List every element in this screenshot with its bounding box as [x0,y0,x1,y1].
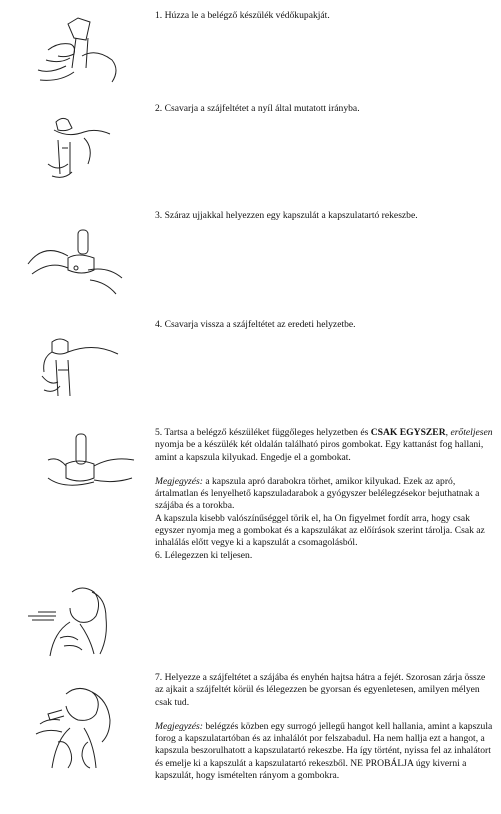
step6-illustration [18,580,138,660]
step3-text: 3. Száraz ujjakkal helyezzen egy kapszulát a kapszulatartó rekeszbe. [155,210,418,221]
step1-illustration [18,10,138,90]
step6-text: 6. Lélegezzen ki teljesen. [155,549,253,561]
step7-text: 7. Helyezze a szájfeltétet a szájába és enyhén hajtsa hátra a fejét. Szorosan zárja össze az ajkait a szájfeltét körül és lélegezzen be gyorsan és egyenletesen, amilyen mélyen csak tud. [155,672,486,708]
step2-illustration [18,104,138,184]
note1-text-2: A kapszula kisebb valószínűséggel törik el, ha On figyelmet fordít arra, hogy csak egyszer nyomja meg a gombokat és a kapszulákat az előírások szerint tárolja. Csak az inhalálás előtt vegye ki a kapszulát a csomagolásból. [155,512,485,549]
step4-illustration [18,320,138,404]
note1-text: Megjegyzés: a kapszula apró darabokra törhet, amikor kilyukad. Ezek az apró, ártalmatlan és lenyelhető kapszuladarabok a gyógyszer belélegzésekor bejuthatnak a szájába és a torokba. [155,475,480,512]
step5-text: 5. Tartsa a belégző készüléket függőleges helyzetben és CSAK EGYSZER, erőteljesen nyomja be a készülék két oldalán található piros gombokat. Egy kattanást fog hallani, amint a kapszula kilyukad. Engedje el a gombokat. [155,427,493,463]
step5-text-block [155,427,493,562]
note2-text: Megjegyzés: belégzés közben egy surrogó jellegű hangot kell hallania, amint a kapszula forog a kapszulatartóban és az inhalálót por felszabadul. Ha nem hallja ezt a hangot, a kapszula beszorulhatott a kapszulatartó rekeszbe. Ha így történt, nyissa fel az inhalátort és emelje ki a kapszulát a kapszulatartó rekeszből. NE PROBÁLJA úgy kiverni a kapszulát, hogy ismételten rányom a gombokra. [155,720,493,782]
step7-text-block [155,672,493,782]
step2-text: 2. Csavarja a szájfeltétet a nyíl által mutatott irányba. [155,103,360,114]
step4-text: 4. Csavarja vissza a szájfeltétet az eredeti helyzetbe. [155,319,356,330]
step7-illustration [18,680,138,780]
step1-text: 1. Húzza le a belégző készülék védőkupakját. [155,10,330,21]
step5-illustration [18,430,138,500]
step3-illustration [18,222,138,302]
